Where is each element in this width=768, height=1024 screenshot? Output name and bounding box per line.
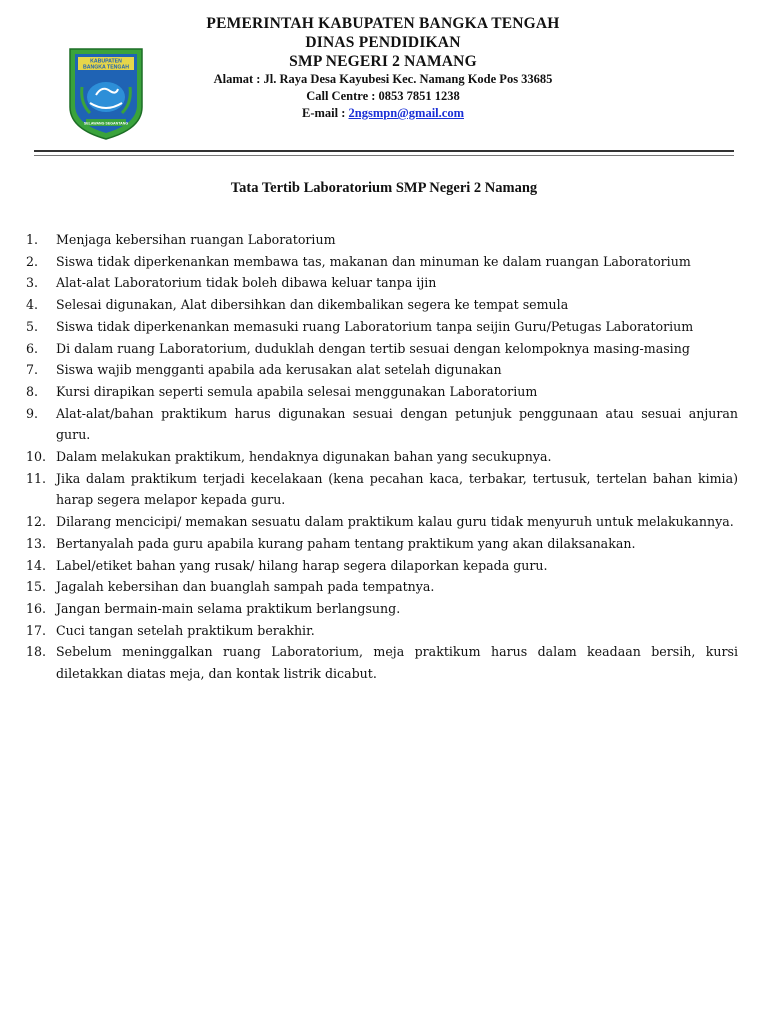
rule-number: 9.	[26, 405, 39, 421]
rule-number: 18.	[26, 644, 47, 660]
rule-number: 14.	[26, 557, 47, 573]
rule-item	[26, 381, 738, 403]
school-address: Alamat : Jl. Raya Desa Kayubesi Kec. Namang Kode Pos 33685	[213, 72, 553, 86]
document-title: Tata Tertib Laboratorium SMP Negeri 2 Namang	[230, 180, 538, 196]
rule-text: Siswa wajib mengganti apabila ada kerusakan alat setelah digunakan	[56, 362, 502, 378]
rule-item	[26, 359, 738, 381]
rule-number: 13.	[26, 535, 47, 551]
rule-item	[26, 511, 738, 533]
rule-item	[26, 294, 738, 316]
letterhead-divider-thick	[34, 150, 734, 152]
rule-number: 6.	[26, 340, 39, 356]
rule-item	[26, 272, 738, 294]
rule-number: 2.	[26, 253, 39, 269]
rule-text: Selesai digunakan, Alat dibersihkan dan dikembalikan segera ke tempat semula	[56, 297, 569, 313]
rule-number: 4.	[26, 297, 39, 313]
rule-text: Siswa tidak diperkenankan memasuki ruang Laboratorium tanpa seijin Guru/Petugas Laboratorium	[56, 318, 694, 334]
rule-text: Siswa tidak diperkenankan membawa tas, makanan dan minuman ke dalam ruangan Laboratorium	[56, 253, 691, 269]
rule-text: Jagalah kebersihan dan buanglah sampah pada tempatnya.	[56, 579, 435, 595]
call-centre: Call Centre : 0853 7851 1238	[306, 89, 460, 103]
rule-item	[26, 251, 738, 273]
letterhead-divider-thin	[34, 155, 734, 156]
letterhead-text	[148, 14, 618, 122]
rule-item	[26, 598, 738, 620]
letterhead	[0, 14, 768, 124]
school-name: SMP NEGERI 2 NAMANG	[289, 53, 477, 70]
rule-number: 16.	[26, 600, 47, 616]
svg-text:KABUPATEN: KABUPATEN	[90, 58, 122, 65]
rule-text: Bertanyalah pada guru apabila kurang paham tentang praktikum yang akan dilaksanakan.	[56, 535, 636, 551]
email-line	[148, 105, 618, 122]
rule-item	[26, 403, 738, 446]
rule-number: 5.	[26, 318, 39, 334]
rule-text: Jangan bermain-main selama praktikum berlangsung.	[56, 600, 401, 616]
rule-text: Jika dalam praktikum terjadi kecelakaan (kena pecahan kaca, terbakar, tertusuk, tertelan bahan kimia) harap segera melapor kepada guru.	[56, 470, 738, 508]
rule-item	[26, 533, 738, 555]
email-link[interactable]: 2ngsmpn@gmail.com	[348, 106, 464, 120]
rule-text: Di dalam ruang Laboratorium, duduklah dengan tertib sesuai dengan kelompoknya masing-masing	[56, 340, 690, 356]
rule-text: Alat-alat Laboratorium tidak boleh dibawa keluar tanpa ijin	[56, 275, 437, 291]
rule-text: Alat-alat/bahan praktikum harus digunakan sesuai dengan petunjuk penggunaan atau sesuai anjuran guru.	[56, 405, 738, 443]
email-label: E-mail :	[302, 106, 349, 120]
rule-number: 7.	[26, 362, 39, 378]
svg-text:SELAWANG SEGANTANG: SELAWANG SEGANTANG	[83, 121, 129, 126]
rule-number: 15.	[26, 579, 47, 595]
rule-number: 17.	[26, 622, 47, 638]
rule-text: Kursi dirapikan seperti semula apabila selesai menggunakan Laboratorium	[56, 383, 538, 399]
rule-item	[26, 641, 738, 684]
rule-text: Menjaga kebersihan ruangan Laboratorium	[56, 232, 336, 247]
government-name: PEMERINTAH KABUPATEN BANGKA TENGAH	[206, 15, 560, 32]
rule-item	[26, 446, 738, 468]
svg-text:BANGKA TENGAH: BANGKA TENGAH	[83, 64, 129, 71]
rule-item	[26, 555, 738, 577]
rule-item	[26, 576, 738, 598]
rule-number: 12.	[26, 514, 47, 530]
rule-item	[26, 338, 738, 360]
rule-text: Dalam melakukan praktikum, hendaknya digunakan bahan yang secukupnya.	[56, 449, 552, 465]
rule-item	[26, 620, 738, 642]
rule-item	[26, 316, 738, 338]
rule-text: Sebelum meninggalkan ruang Laboratorium, meja praktikum harus dalam keadaan bersih, kursi diletakkan diatas meja, dan kontak listrik dicabut.	[56, 644, 738, 682]
rule-text: Dilarang mencicipi/ memakan sesuatu dalam praktikum kalau guru tidak menyuruh untuk melakukannya.	[56, 514, 734, 530]
rule-number: 8.	[26, 383, 39, 399]
rule-number: 3.	[26, 275, 39, 291]
rule-number: 10.	[26, 449, 47, 465]
rule-item	[26, 468, 738, 511]
rules-list	[26, 229, 738, 685]
department-name: DINAS PENDIDIKAN	[305, 34, 461, 51]
rule-text: Cuci tangan setelah praktikum berakhir.	[56, 622, 315, 638]
rule-number: 1.	[26, 232, 39, 247]
regency-emblem-logo	[66, 45, 146, 141]
rule-number: 11.	[26, 470, 47, 486]
rule-item	[26, 229, 738, 251]
rule-text: Label/etiket bahan yang rusak/ hilang harap segera dilaporkan kepada guru.	[56, 557, 548, 573]
